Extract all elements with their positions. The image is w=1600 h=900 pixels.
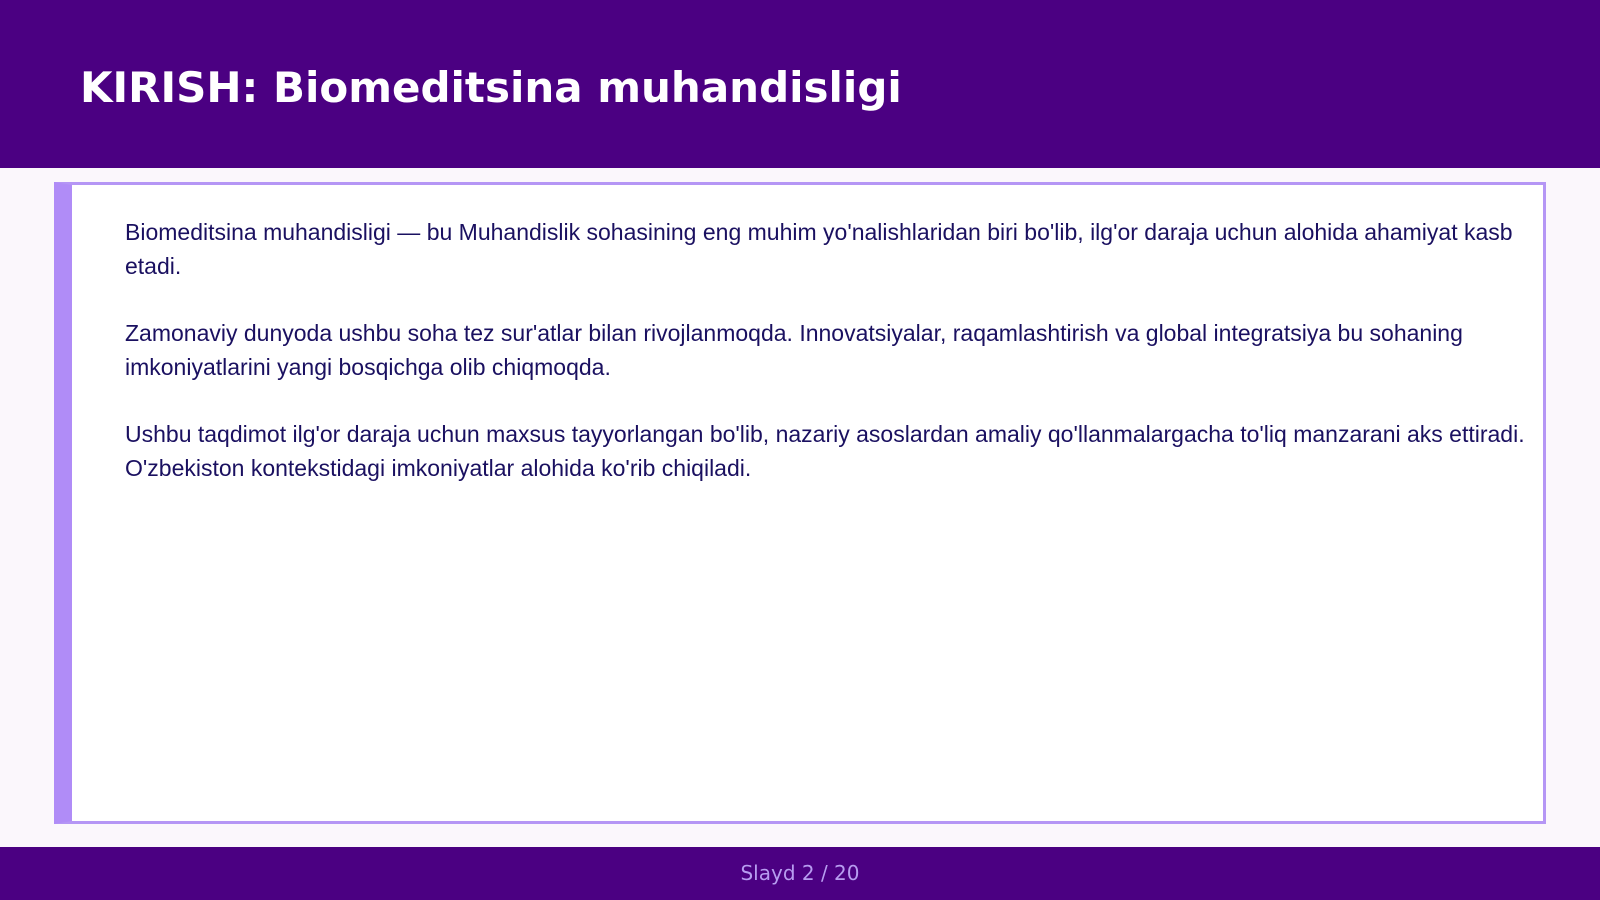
paragraph-3: Ushbu taqdimot ilg'or daraja uchun maxsus tayyorlangan bo'lib, nazariy asoslardan amaliy qo'llanmalargacha to'liq manzarani aks ettiradi. O'zbekiston kontekstidagi imkoniyatlar alohida ko'rib chiqiladi. — [125, 421, 1525, 481]
slide-footer — [0, 847, 1600, 900]
slide-header — [0, 0, 1600, 168]
paragraph-2: Zamonaviy dunyoda ushbu soha tez sur'atlar bilan rivojlanmoqda. Innovatsiyalar, raqamlashtirish va global integratsiya bu sohaning imkoniyatlarini yangi bosqichga olib chiqmoqda. — [125, 320, 1463, 380]
slide-counter: Slayd 2 / 20 — [740, 861, 860, 885]
slide-title: KIRISH: Biomeditsina muhandisligi — [80, 63, 902, 112]
paragraph-list — [125, 215, 1525, 518]
content-box — [54, 182, 1546, 824]
paragraph-1: Biomeditsina muhandisligi — bu Muhandislik sohasining eng muhim yo'nalishlaridan biri bo'lib, ilg'or daraja uchun alohida ahamiyat kasb etadi. — [125, 219, 1513, 279]
